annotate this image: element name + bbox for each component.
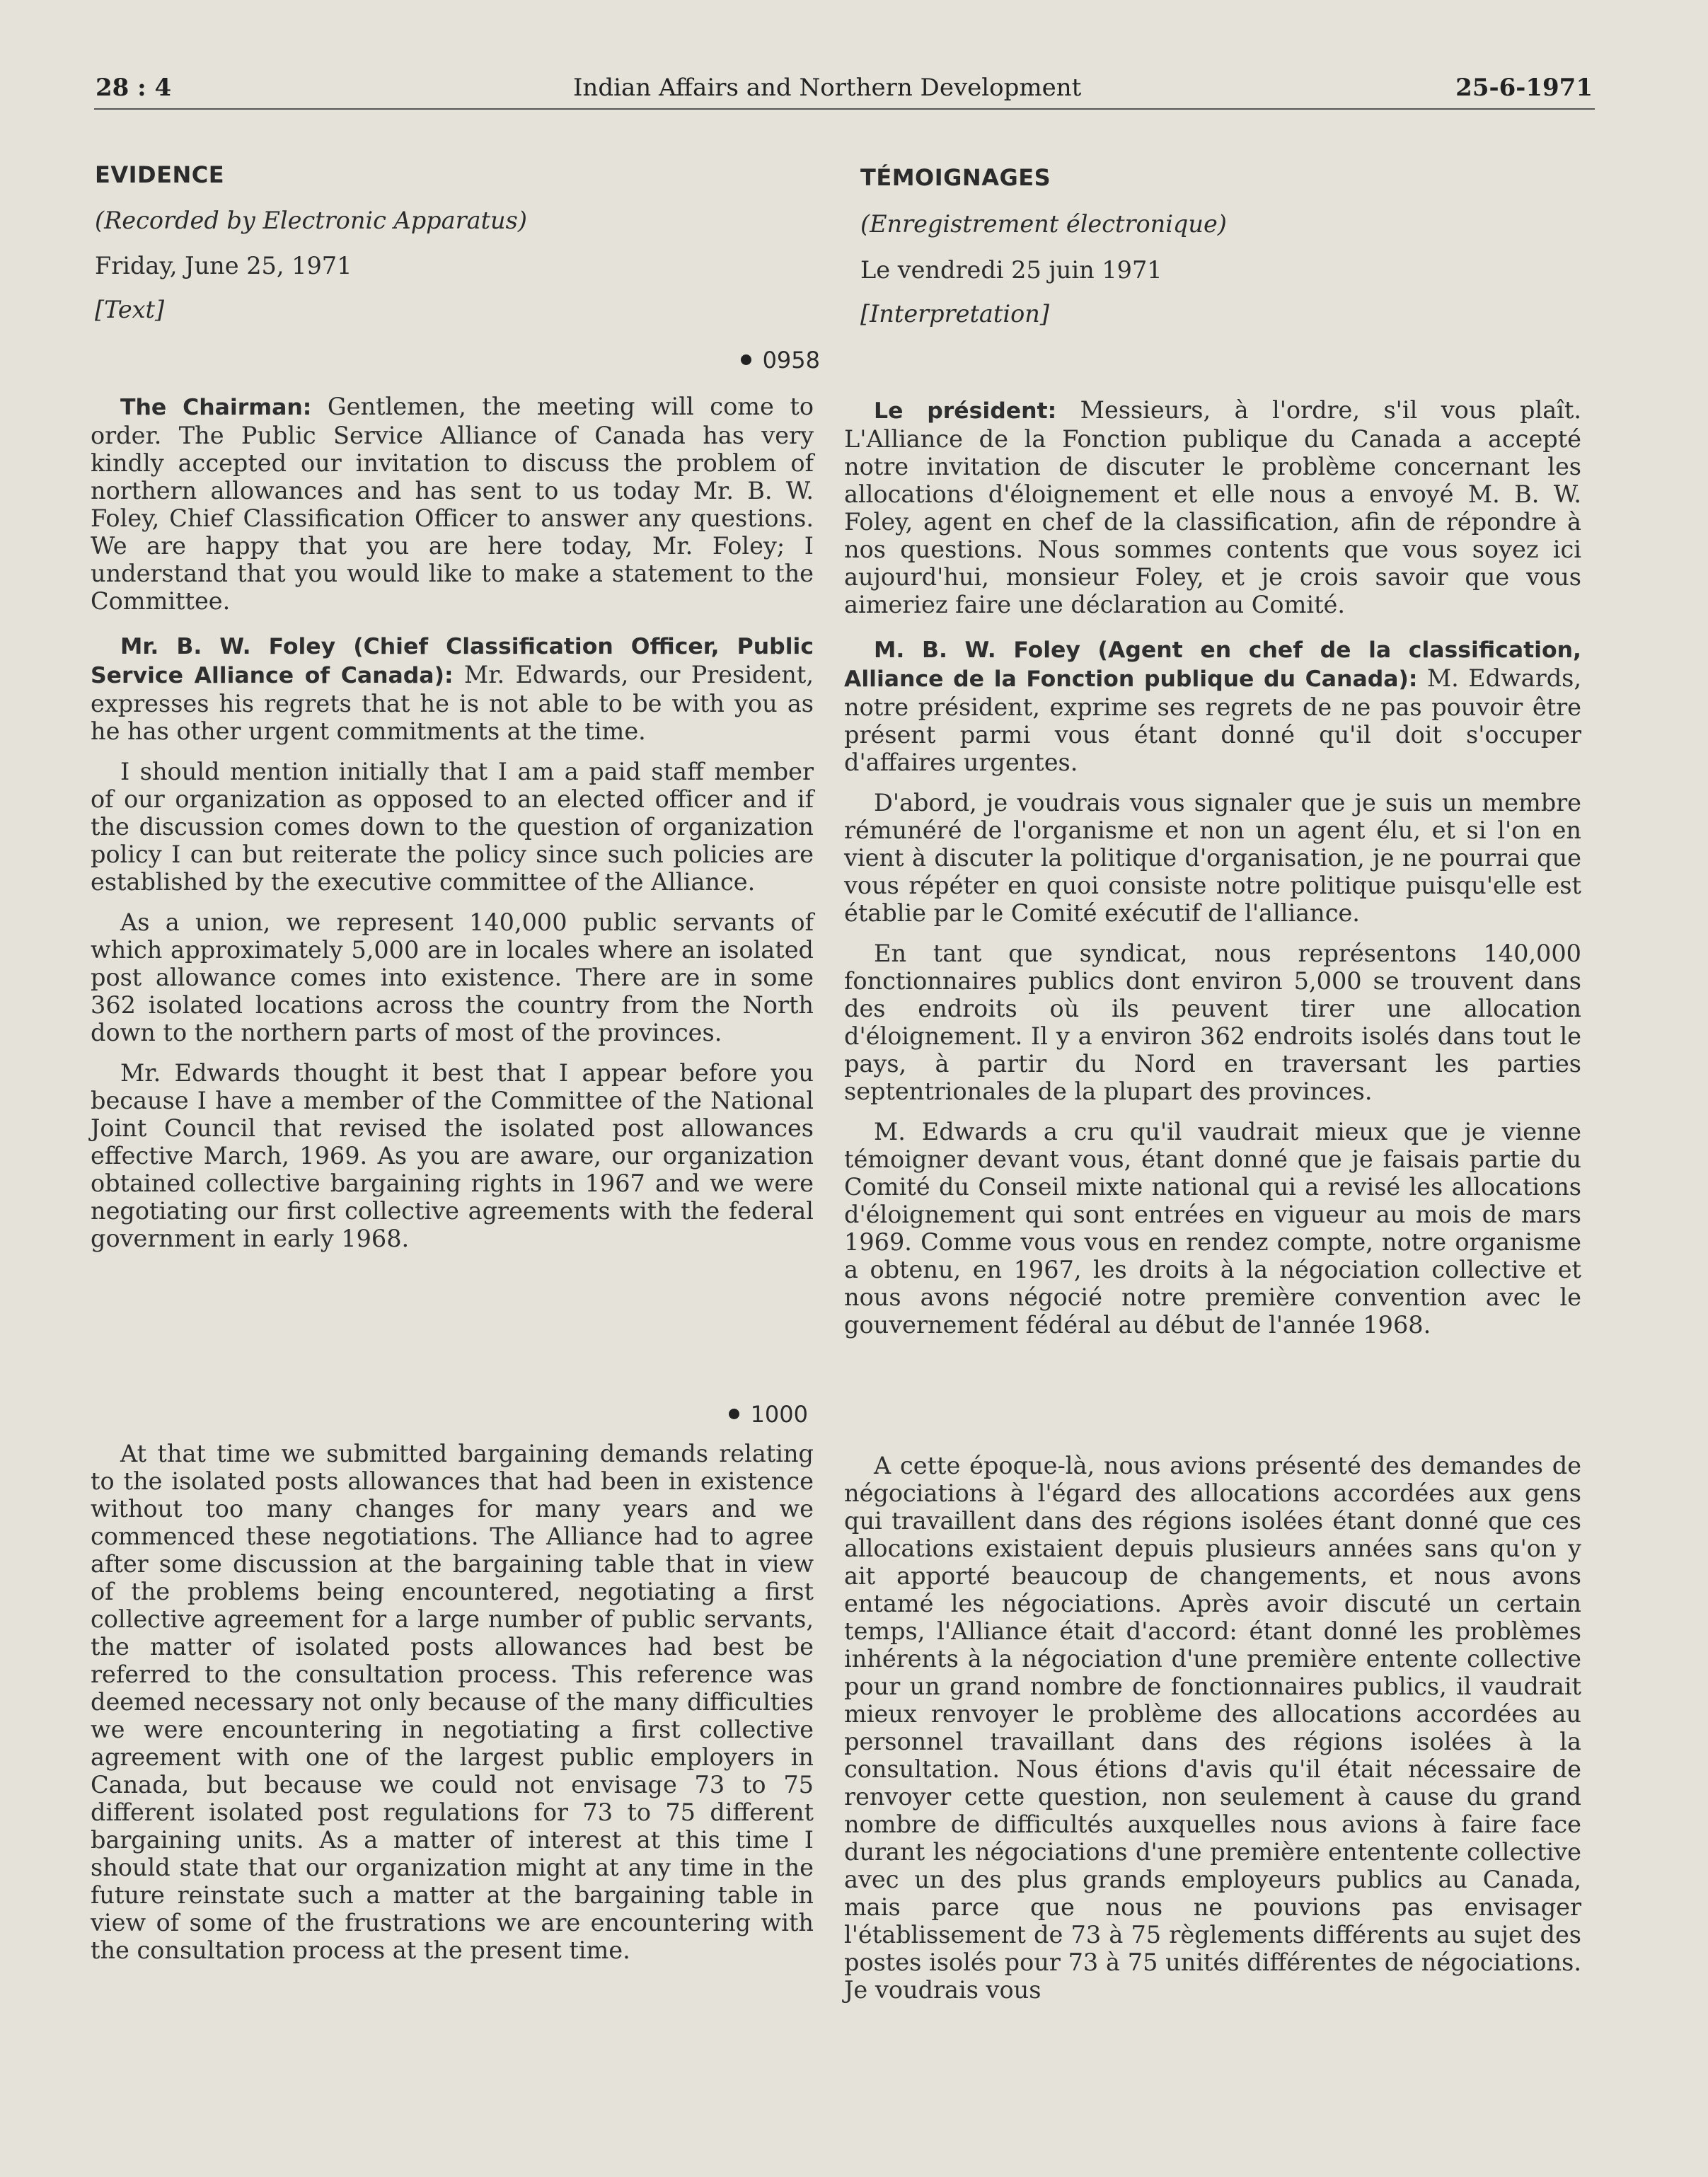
fr-president-text: Messieurs, à l'ordre, s'il vous plaît. L'Alliance de la Fonction publique du Canada a accepté notre invitation de discuter le problème concernant les allocations d'éloignement et elle nous a envoyé M. B. W. Foley, agent en chef de la classification, afin de répondre à nos questions. Nous sommes contents que vous soyez ici aujourd'hui, monsieur Foley, et je crois savoir que vous aimeriez faire une déclaration au Comité. bbox=[844, 396, 1581, 618]
en-speaker-chairman: The Chairman: bbox=[120, 395, 312, 420]
bullet-icon bbox=[729, 1409, 739, 1419]
page-number: 28 : 4 bbox=[96, 74, 172, 102]
header-date: 25-6-1971 bbox=[1455, 74, 1593, 102]
fr-column-top bbox=[844, 396, 1581, 1339]
header-rule bbox=[94, 108, 1595, 110]
fr-foley-text: M. Edwards, notre président, exprime ses regrets de ne pas pouvoir être présent parmi vous étant donné qu'il doit s'occuper d'affaires urgentes. bbox=[844, 664, 1582, 776]
fr-column-bottom bbox=[844, 1452, 1581, 2004]
temoignages-heading: TÉMOIGNAGES bbox=[860, 164, 1051, 191]
fr-speaker-president: Le président: bbox=[874, 398, 1057, 424]
fr-paragraph-foley bbox=[844, 635, 1581, 776]
en-time-marker-0958 bbox=[741, 347, 820, 374]
en-time-marker-1000 bbox=[729, 1401, 808, 1428]
time-label: 0958 bbox=[762, 347, 820, 374]
en-date-line: Friday, June 25, 1971 bbox=[95, 252, 352, 279]
bullet-icon bbox=[741, 354, 751, 365]
fr-speaker-foley: M. B. W. Foley (Agent en chef de la classification, Alliance de la Fonction publique du Canada): bbox=[844, 637, 1581, 692]
running-title: Indian Affairs and Northern Development bbox=[573, 74, 1082, 102]
en-chairman-text: Gentlemen, the meeting will come to order. The Public Service Alliance of Canada has very kindly accepted our invitation to discuss the problem of northern allowances and has sent to us today Mr. B. W. Foley, Chief Classification Officer to answer any questions. We are happy that you are here today, Mr. Foley; I understand that you would like to make a statement to the Committee. bbox=[91, 393, 814, 615]
en-recording-note: (Recorded by Electronic Apparatus) bbox=[95, 207, 527, 234]
fr-recording-note: (Enregistrement électronique) bbox=[860, 210, 1227, 238]
en-paragraph-5: Mr. Edwards thought it best that I appear before you because I have a member of the Committee of the National Joint Council that revised the isolated post allowances effective March, 1969. As you are aware, our organization obtained collective bargaining rights in 1967 and we were negotiating our first collective agreements with the federal government in early 1968. bbox=[91, 1059, 814, 1252]
en-paragraph-chairman bbox=[91, 393, 814, 615]
fr-date-line: Le vendredi 25 juin 1971 bbox=[860, 256, 1162, 284]
en-paragraph-6: At that time we submitted bargaining demands relating to the isolated posts allowances that had been in existence without too many changes for many years and we commenced these negotiations. The Alliance had to agree after some discussion at the bargaining table that in view of the problems being encountered, negotiating a first collective agreement for a large number of public servants, the matter of isolated posts allowances had best be referred to the consultation process. This reference was deemed necessary not only because of the many difficulties we were encountering in negotiating a first collective agreement with one of the largest public employers in Canada, but because we could not envisage 73 to 75 different isolated post regulations for 73 to 75 different bargaining units. As a matter of interest at this time I should state that our organization might at any time in the future reinstate such a matter at the bargaining table in view of some of the frustrations we are encountering with the consultation process at the present time. bbox=[91, 1440, 814, 1964]
en-column-top bbox=[91, 393, 814, 1252]
en-language-note: [Text] bbox=[95, 296, 165, 323]
fr-paragraph-3: D'abord, je voudrais vous signaler que je suis un membre rémunéré de l'organisme et non un agent élu, et si l'on en vient à discuter la politique d'organisation, je ne pourrai que vous répéter en quoi consiste notre politique puisqu'elle est établie par le Comité exécutif de l'alliance. bbox=[844, 789, 1581, 927]
fr-paragraph-6: A cette époque-là, nous avions présenté des demandes de négociations à l'égard des allocations accordées aux gens qui travaillent dans des régions isolées étant donné que ces allocations existaient depuis plusieurs années sans qu'on y ait apporté beaucoup de changements, et nous avons entamé les négociations. Après avoir discuté un certain temps, l'Alliance était d'accord: étant donné les problèmes inhérents à la négociation d'une première entente collective pour un grand nombre de fonctionnaires publics, il vaudrait mieux renvoyer le problème des allocations accordées au personnel travaillant dans des régions isolées à la consultation. Nous étions d'avis qu'il était nécessaire de renvoyer cette question, non seulement à cause du grand nombre de difficultés auxquelles nous avions à faire face durant les négociations d'une première ententente collective avec un des plus grands employeurs publics au Canada, mais parce que nous ne pouvions pas envisager l'établissement de 73 à 75 règlements différents au sujet des postes isolés pour 73 à 75 unités différentes de négociations. Je voudrais vous bbox=[844, 1452, 1581, 2004]
evidence-heading: EVIDENCE bbox=[95, 161, 225, 188]
fr-paragraph-4: En tant que syndicat, nous représentons 140,000 fonctionnaires publics dont environ 5,000 se trouvent dans des endroits où ils peuvent tirer une allocation d'éloignement. Il y a environ 362 endroits isolés dans tout le pays, à partir du Nord en traversant les parties septentrionales de la plupart des provinces. bbox=[844, 940, 1581, 1105]
time-label: 1000 bbox=[750, 1401, 808, 1428]
en-paragraph-foley bbox=[91, 632, 814, 745]
fr-paragraph-5: M. Edwards a cru qu'il vaudrait mieux que je vienne témoigner devant vous, étant donné que je faisais partie du Comité du Conseil mixte national qui a revisé les allocations d'éloignement qui sont entrées en vigueur au mois de mars 1969. Comme vous vous en rendez compte, notre organisme a obtenu, en 1967, les droits à la négociation collective et nous avons négocié notre première convention avec le gouvernement fédéral au début de l'année 1968. bbox=[844, 1118, 1581, 1339]
en-foley-text: Mr. Edwards, our President, expresses his regrets that he is not able to be with you as he has other urgent commitments at the time. bbox=[91, 661, 814, 745]
en-paragraph-3: I should mention initially that I am a paid staff member of our organization as opposed to an elected officer and if the discussion comes down to the question of organization policy I can but reiterate the policy since such policies are established by the executive committee of the Alliance. bbox=[91, 758, 814, 896]
fr-paragraph-president bbox=[844, 396, 1581, 618]
fr-language-note: [Interpretation] bbox=[860, 300, 1049, 328]
en-speaker-foley: Mr. B. W. Foley (Chief Classification Officer, Public Service Alliance of Canada): bbox=[91, 634, 814, 688]
en-column-bottom bbox=[91, 1440, 814, 1964]
en-paragraph-4: As a union, we represent 140,000 public servants of which approximately 5,000 are in locales where an isolated post allowance comes into existence. There are in some 362 isolated locations across the country from the North down to the northern parts of most of the provinces. bbox=[91, 908, 814, 1046]
